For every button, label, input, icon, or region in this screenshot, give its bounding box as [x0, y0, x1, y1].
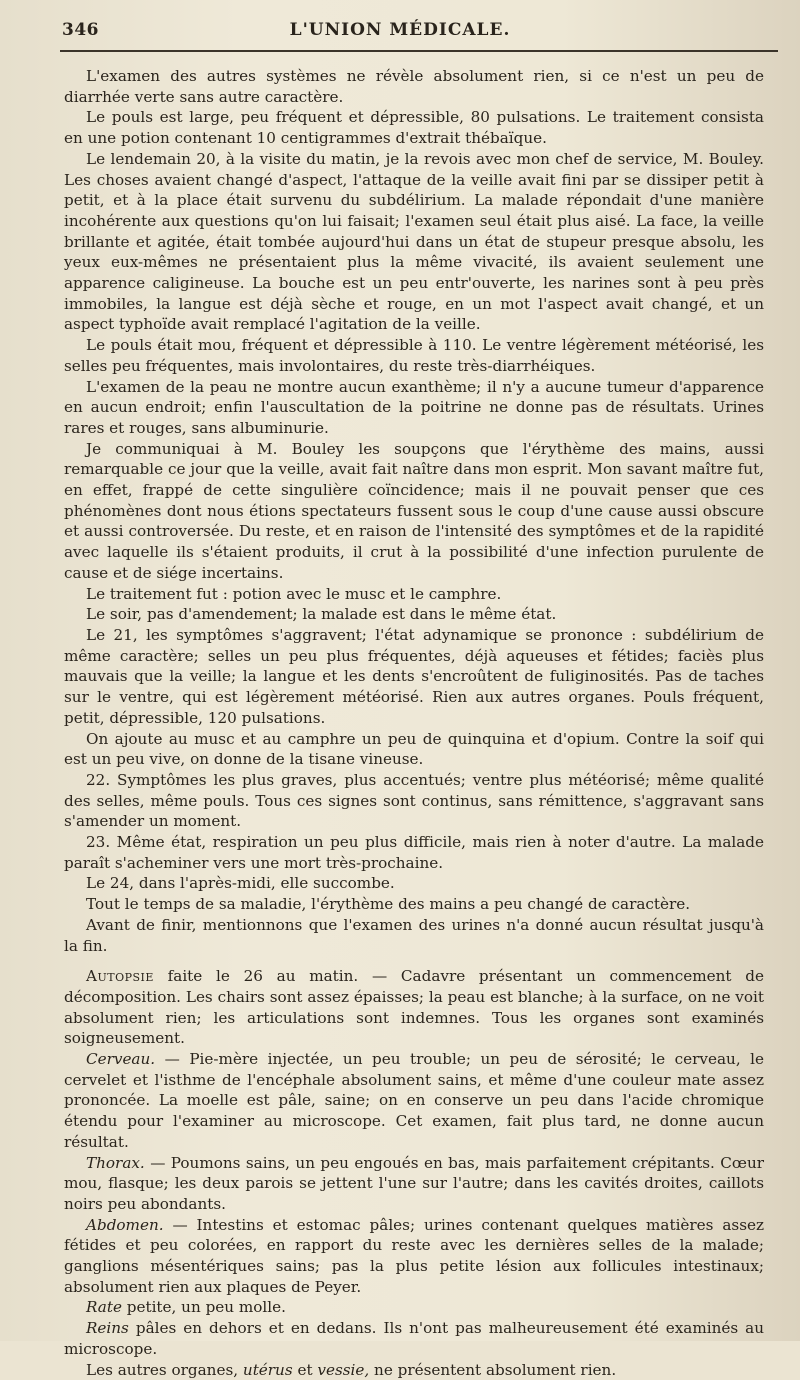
- organ-label: Abdomen.: [86, 1215, 164, 1234]
- paragraph: Le pouls était mou, fréquent et dépressible à 110. Le ventre légèrement météorisé, les selles peu fréquentes, mais involontaires, du reste très-diarrhéiques.: [64, 336, 764, 375]
- running-title: L'UNION MÉDICALE.: [289, 20, 511, 40]
- section-gap: [64, 956, 764, 966]
- page-number: 346: [62, 20, 99, 40]
- autopsy-text: faite le 26 au matin. — Cadavre présentant un commencement de décomposition. Les chairs sont assez épaisses; la peau est blanche; à la surface, on ne voit absolument rien; les articulations sont indemnes. Tous les organes sont examinés soigneusement.: [64, 967, 764, 1048]
- organ-paragraph-cerveau: [64, 1049, 764, 1153]
- organ-label: Thorax.: [86, 1153, 145, 1172]
- organ-label: Rate: [86, 1298, 122, 1317]
- organ-paragraph-reins: [64, 1318, 764, 1359]
- organ-text: petite, un peu molle.: [121, 1298, 286, 1317]
- organ-text: — Intestins et estomac pâles; urines contenant quelques matières assez fétides et peu colorées, en rapport du reste avec les dernières selles de la malade; ganglions mésentériques sains; pas la plus petite lésion aux follicules intestinaux; absolument rien aux plaques de Peyer.: [64, 1215, 764, 1296]
- closing-organ-vessie: vessie,: [317, 1360, 370, 1379]
- autopsy-paragraph: [64, 966, 764, 1049]
- organ-paragraph-abdomen: [64, 1215, 764, 1298]
- organ-text: — Poumons sains, un peu engoués en bas, mais parfaitement crépitants. Cœur mou, flasque; les deux parois se jettent l'une sur l'autre; dans les cavités droites, caillots noirs peu abondants.: [64, 1153, 764, 1213]
- paragraph: Tout le temps de sa maladie, l'érythème des mains a peu changé de caractère.: [86, 895, 691, 914]
- paragraph: On ajoute au musc et au camphre un peu de quinquina et d'opium. Contre la soif qui est un peu vive, on donne de la tisane vineuse.: [64, 729, 764, 769]
- paragraph: Le traitement fut : potion avec le musc et le camphre.: [86, 584, 502, 603]
- organ-paragraph-thorax: [64, 1153, 764, 1215]
- paragraph: Le soir, pas d'amendement; la malade est dans le même état.: [86, 605, 557, 624]
- paragraph: Le pouls est large, peu fréquent et dépressible, 80 pulsations. Le traitement consista en une potion contenant 10 centigrammes d'extrait thébaïque.: [64, 108, 764, 148]
- closing-paragraph: [64, 1360, 764, 1380]
- closing-before: Les autres organes,: [86, 1360, 243, 1379]
- header-rule: [60, 50, 778, 52]
- organ-text: pâles en dehors et en dedans. Ils n'ont pas malheureusement été examinés au microscope.: [64, 1319, 764, 1358]
- paragraph: Le 24, dans l'après-midi, elle succombe.: [86, 874, 395, 893]
- paragraph: L'examen des autres systèmes ne révèle absolument rien, si ce n'est un peu de diarrhée verte sans autre caractère.: [64, 67, 764, 106]
- paragraph: Le lendemain 20, à la visite du matin, je la revois avec mon chef de service, M. Bouley. Les choses avaient changé d'aspect, l'attaque de la veille avait fini par se dissiper petit à petit, et à la place était survenu du subdélirium. La malade répondait d'une manière incohérente aux questions qu'on lui faisait; l'examen seul était plus aisé. La face, la veille brillante et agitée, était tombée aujourd'hui dans un état de stupeur presque absolu, les yeux eux-mêmes ne présentaient plus la même vivacité, ils avaient seulement une apparence caligineuse. La bouche est un peu entr'ouverte, les narines sont à peu près immobiles, la langue est déjà sèche et rouge, en un mot l'aspect avait changé, et un aspect typhoïde avait remplacé l'agitation de la veille.: [64, 149, 764, 334]
- paragraph: Je communiquai à M. Bouley les soupçons que l'érythème des mains, aussi remarquable ce jour que la veille, avait fait naître dans mon esprit. Mon savant maître fut, en effet, frappé de cette singulière coïncidence; mais il ne pouvait penser que ces phénomènes dont nous étions spectateurs fussent sous le coup d'une cause aussi obscure et aussi controversée. Du reste, et en raison de l'intensité des symptômes et de la rapidité avec laquelle ils s'étaient produits, il crut à la possibilité d'une infection purulente de cause et de siége incertains.: [64, 439, 764, 582]
- organ-text: — Pie-mère injectée, un peu trouble; un peu de sérosité; le cerveau, le cervelet et l'isthme de l'encéphale absolument sains, et même d'une couleur mate assez prononcée. La moelle est pâle, saine; on en conserve un peu dans l'acide chromique étendu pour l'examiner au microscope. Cet examen, fait plus tard, ne donne aucun résultat.: [64, 1050, 764, 1151]
- paragraph: Avant de finir, mentionnons que l'examen des urines n'a donné aucun résultat jusqu'à la fin.: [64, 915, 764, 955]
- organ-paragraph-rate: [64, 1297, 764, 1318]
- paragraph: Le 21, les symptômes s'aggravent; l'état adynamique se prononce : subdélirium de même caractère; selles un peu plus fréquentes, déjà aqueuses et fétides; faciès plus mauvais que la veille; la langue et les dents s'encroûtent de fuliginosités. Pas de taches sur le ventre, qui est légèrement météorisé. Rien aux autres organes. Pouls fréquent, petit, dépressible, 120 pulsations.: [64, 625, 764, 727]
- organ-label: Reins: [86, 1319, 129, 1338]
- page-header: [62, 20, 738, 44]
- body-text: [64, 66, 764, 1380]
- paragraph: 23. Même état, respiration un peu plus difficile, mais rien à noter d'autre. La malade paraît s'acheminer vers une mort très-prochaine.: [64, 833, 764, 872]
- closing-organ-uterus: utérus: [242, 1360, 293, 1379]
- paragraph: 22. Symptômes les plus graves, plus accentués; ventre plus météorisé; même qualité des selles, même pouls. Tous ces signes sont continus, sans rémittence, s'aggravant sans s'amender un moment.: [64, 770, 764, 831]
- autopsy-heading: Autopsie: [86, 967, 154, 986]
- closing-middle: et: [292, 1360, 318, 1379]
- organ-label: Cerveau.: [86, 1050, 156, 1069]
- closing-after: ne présentent absolument rien.: [369, 1360, 617, 1379]
- paragraph: L'examen de la peau ne montre aucun exanthème; il n'y a aucune tumeur d'apparence en aucun endroit; enfin l'auscultation de la poitrine ne donne pas de résultats. Urines rares et rouges, sans albuminurie.: [64, 377, 764, 437]
